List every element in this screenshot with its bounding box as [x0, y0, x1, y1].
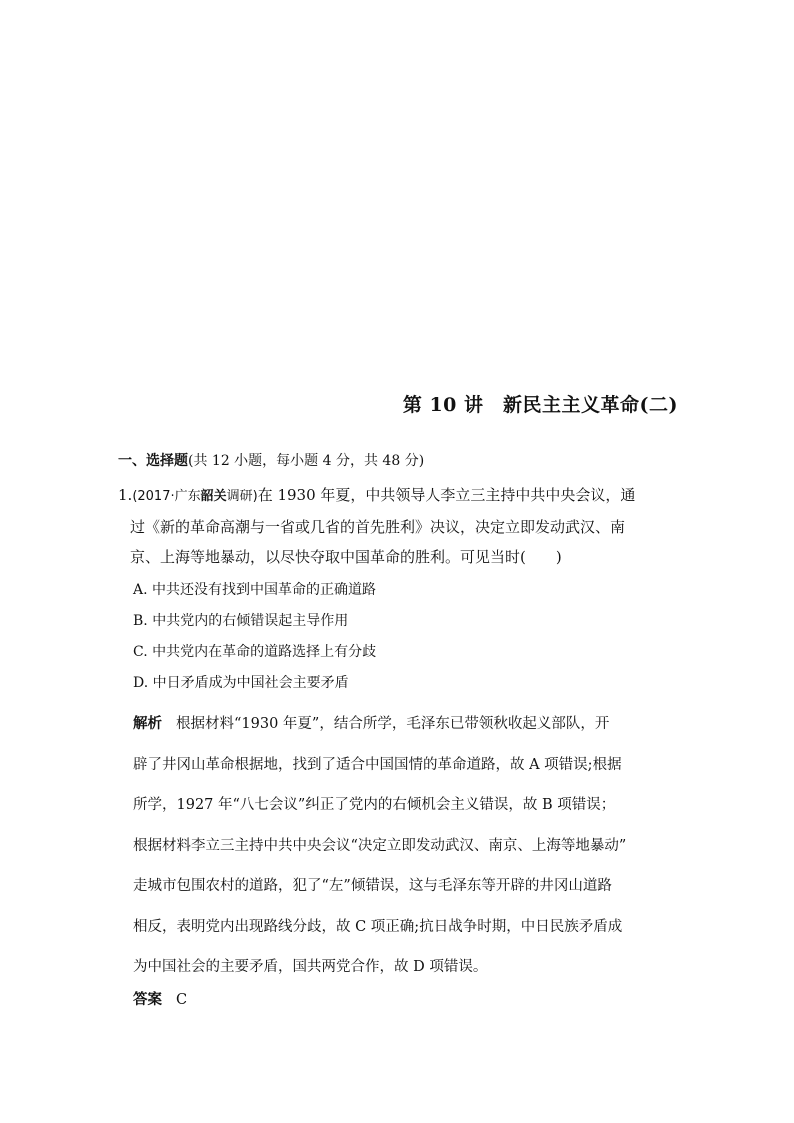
analysis-text-1: 根据材料“1930 年夏”，结合所学，毛泽东已带领秋收起义部队，开 — [176, 716, 610, 732]
analysis-block — [133, 704, 678, 988]
option-d: D. 中日矛盾成为中国社会主要矛盾 — [133, 675, 349, 691]
option-c: C. 中共党内在革命的道路选择上有分歧 — [133, 644, 377, 660]
answer-block — [133, 985, 187, 1015]
stem-line-3: 京、上海等地暴动，以尽快夺取中国革命的胜利。可见当时( ) — [130, 548, 562, 566]
question-line-1 — [118, 480, 678, 512]
analysis-line-6: 相反，表明党内出现路线分歧，故 C 项正确;抗日战争时期，中日民族矛盾成 — [133, 918, 623, 935]
section-lead: 一、选择题 — [118, 453, 188, 469]
question-number: 1. — [118, 486, 133, 504]
source-suffix: 调研) — [226, 489, 258, 504]
source-prefix: (2017·广东 — [132, 489, 201, 504]
stem-line-1: 在 1930 年夏，中共领导人李立三主持中共中央会议，通 — [257, 486, 636, 504]
analysis-line-5: 走城市包围农村的道路，犯了“左”倾错误，这与毛泽东等开辟的井冈山道路 — [133, 878, 612, 894]
section-detail: (共 12 小题，每小题 4 分，共 48 分) — [188, 453, 425, 469]
analysis-line-4: 根据材料李立三主持中共中央会议“决定立即发动武汉、南京、上海等地暴动” — [133, 837, 627, 854]
source-bold: 韶关 — [200, 489, 227, 504]
analysis-label: 解析 — [133, 716, 162, 732]
option-a: A. 中共还没有找到中国革命的正确道路 — [133, 582, 377, 598]
analysis-line-1 — [133, 704, 678, 745]
question-stem — [118, 480, 678, 572]
lesson-title: 第 10 讲 新民主主义革命(二) — [402, 394, 678, 416]
analysis-line-2: 辟了井冈山革命根据地，找到了适合中国国情的革命道路，故 A 项错误;根据 — [133, 756, 622, 773]
options-list — [133, 575, 376, 699]
analysis-line-3: 所学，1927 年“八七会议”纠正了党内的右倾机会主义错误，故 B 项错误； — [133, 797, 616, 813]
answer-label: 答案 — [133, 992, 162, 1008]
answer-value: C — [176, 992, 188, 1008]
analysis-line-7: 为中国社会的主要矛盾，国共两党合作，故 D 项错误。 — [133, 959, 488, 975]
question-source — [132, 489, 257, 504]
section-heading — [118, 450, 424, 470]
option-b: B. 中共党内的右倾错误起主导作用 — [133, 613, 349, 629]
stem-line-2: 过《新的革命高潮与一省或几省的首先胜利》决议，决定立即发动武汉、南 — [130, 518, 626, 536]
